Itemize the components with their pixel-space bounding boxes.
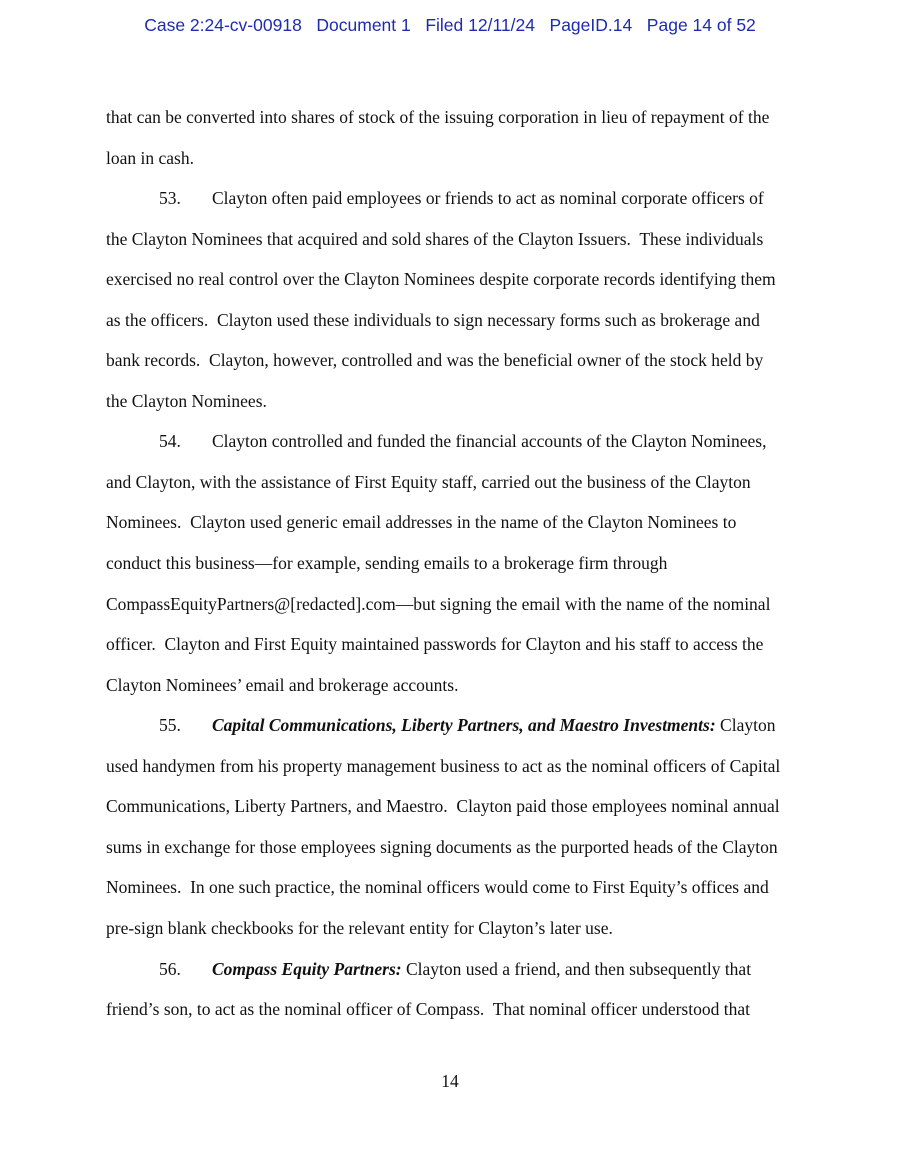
line-text: officer. Clayton and First Equity maintained passwords for Clayton and his staff to access the (106, 634, 764, 654)
body-line (106, 876, 769, 898)
paragraph-53-first-line (106, 187, 764, 209)
body-line (106, 755, 780, 777)
body-line (106, 552, 667, 574)
line-text: conduct this business—for example, sending emails to a brokerage firm through (106, 553, 668, 573)
line-text: CompassEquityPartners@[redacted].com—but signing the email with the name of the nominal (106, 594, 771, 614)
line-text: Clayton controlled and funded the financial accounts of the Clayton Nominees, (212, 431, 767, 451)
paragraph-number: 55. (159, 715, 181, 735)
body-line (106, 917, 613, 939)
paragraph-56-first-line (106, 958, 751, 980)
body-line (106, 471, 751, 493)
line-text: Clayton often paid employees or friends to act as nominal corporate officers of (212, 188, 764, 208)
paragraph-number: 53. (159, 188, 181, 208)
paragraph-number: 56. (159, 959, 181, 979)
body-line (106, 633, 763, 655)
body-line (106, 390, 267, 412)
line-text: Communications, Liberty Partners, and Maestro. Clayton paid those employees nominal annual (106, 796, 780, 816)
line-text: Clayton (715, 715, 776, 735)
body-line (106, 106, 769, 128)
line-text: and Clayton, with the assistance of First Equity staff, carried out the business of the Clayton (106, 472, 751, 492)
body-line (106, 795, 780, 817)
line-text: the Clayton Nominees. (106, 391, 267, 411)
body-line (106, 268, 776, 290)
line-text: used handymen from his property management business to act as the nominal officers of Capital (106, 756, 781, 776)
line-text: Nominees. In one such practice, the nominal officers would come to First Equity’s offices and (106, 877, 769, 897)
body-line (106, 511, 736, 533)
paragraph-number: 54. (159, 431, 181, 451)
line-text: Clayton used a friend, and then subsequently that (401, 959, 752, 979)
paragraph-heading: Compass Equity Partners: (212, 959, 402, 979)
body-line (106, 674, 458, 696)
paragraph-54-first-line (106, 430, 767, 452)
line-text: the Clayton Nominees that acquired and sold shares of the Clayton Issuers. These individuals (106, 229, 764, 249)
line-text: loan in cash. (106, 148, 194, 168)
body-line (106, 309, 760, 331)
line-text: bank records. Clayton, however, controlled and was the beneficial owner of the stock held by (106, 350, 764, 370)
court-filing-header: Case 2:24-cv-00918 Document 1 Filed 12/11/24 PageID.14 Page 14 of 52 (144, 15, 756, 35)
line-text: exercised no real control over the Clayton Nominees despite corporate records identifying them (106, 269, 776, 289)
line-text: that can be converted into shares of stock of the issuing corporation in lieu of repayment of the (106, 107, 770, 127)
body-line (106, 147, 194, 169)
body-line (106, 836, 778, 858)
line-text: Clayton Nominees’ email and brokerage accounts. (106, 675, 459, 695)
body-line (106, 998, 750, 1020)
body-line (106, 228, 763, 250)
paragraph-55-first-line (106, 714, 775, 736)
line-text: sums in exchange for those employees signing documents as the purported heads of the Clayton (106, 837, 778, 857)
line-text: Nominees. Clayton used generic email addresses in the name of the Clayton Nominees to (106, 512, 737, 532)
line-text: as the officers. Clayton used these individuals to sign necessary forms such as brokerage and (106, 310, 760, 330)
paragraph-heading: Capital Communications, Liberty Partners, and Maestro Investments: (212, 715, 716, 735)
body-line (106, 593, 770, 615)
page-number: 14 (441, 1071, 459, 1091)
line-text: friend’s son, to act as the nominal officer of Compass. That nominal officer understood that (106, 999, 750, 1019)
line-text: pre-sign blank checkbooks for the relevant entity for Clayton’s later use. (106, 918, 613, 938)
body-line (106, 349, 763, 371)
